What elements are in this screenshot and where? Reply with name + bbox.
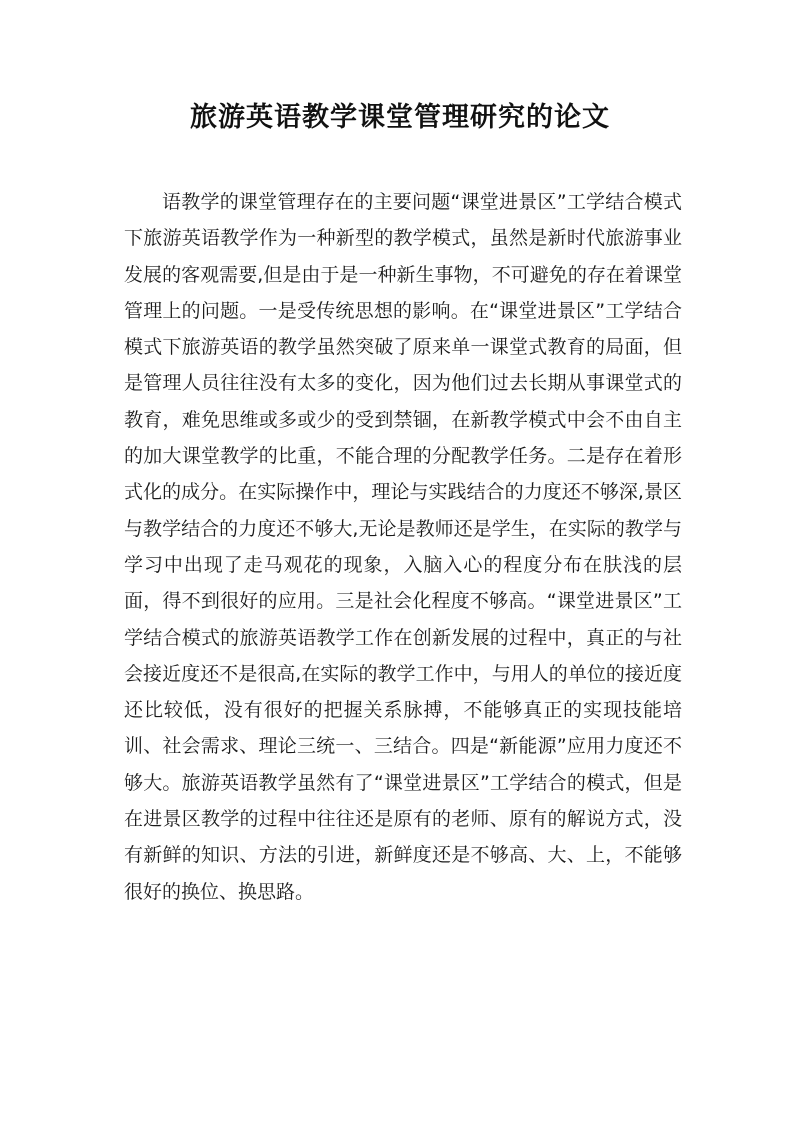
body-paragraph: 语教学的课堂管理存在的主要问题“课堂进景区”工学结合模式下旅游英语教学作为一种新型的教学模式，虽然是新时代旅游事业发展的客观需要,但是由于是一种新生事物，不可避免的存在着课堂管理上的问题。一是受传统思想的影响。在“课堂进景区”工学结合模式下旅游英语的教学虽然突破了原来单一课堂式教育的局面，但是管理人员往往没有太多的变化，因为他们过去长期从事课堂式的教育，难免思维或多或少的受到禁锢，在新教学模式中会不由自主的加大课堂教学的比重，不能合理的分配教学任务。二是存在着形式化的成分。在实际操作中，理论与实践结合的力度还不够深,景区与教学结合的力度还不够大,无论是教师还是学生，在实际的教学与学习中出现了走马观花的现象，入脑入心的程度分布在肤浅的层面，得不到很好的应用。三是社会化程度不够高。“课堂进景区”工学结合模式的旅游英语教学工作在创新发展的过程中，真正的与社会接近度还不是很高,在实际的教学工作中，与用人的单位的接近度还比较低，没有很好的把握关系脉搏，不能够真正的实现技能培训、社会需求、理论三统一、三结合。四是“新能源”应用力度还不够大。旅游英语教学虽然有了“课堂进景区”工学结合的模式，但是在进景区教学的过程中往往还是原有的老师、原有的解说方式，没有新鲜的知识、方法的引进，新鲜度还是不够高、大、上，不能够很好的换位、换思路。 [124,191,682,903]
document-title: 旅游英语教学课堂管理研究的论文 [190,102,610,133]
